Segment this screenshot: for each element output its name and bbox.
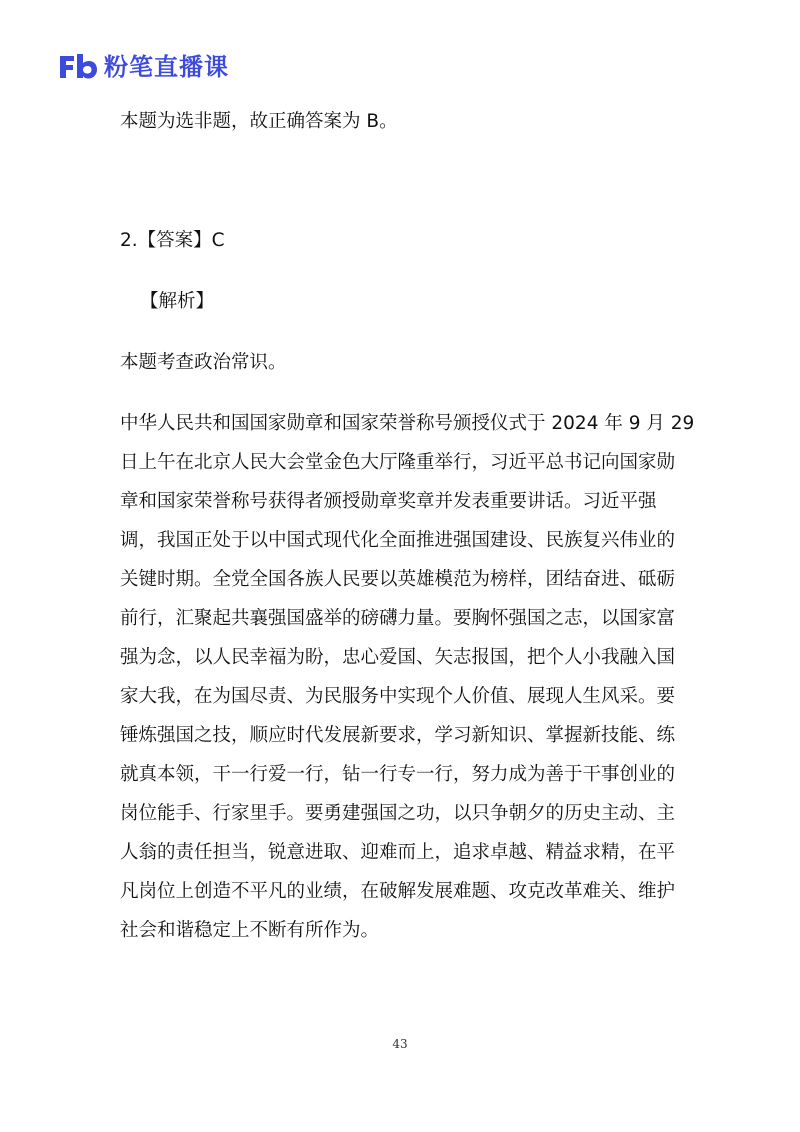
conclusion-line: 本题为选非题，故正确答案为 B。 <box>120 111 398 132</box>
paragraph-line: 就真本领，干一行爱一行，钻一行专一行，努力成为善于干事创业的 <box>120 764 676 785</box>
paragraph-line: 章和国家荣誉称号获得者颁授勋章奖章并发表重要讲话。习近平强 <box>120 491 657 512</box>
analysis-heading: 【解析】 <box>140 291 215 312</box>
analysis-paragraph <box>120 412 695 958</box>
paragraph-line: 家大我，在为国尽责、为民服务中实现个人价值、展现人生风采。要 <box>120 686 676 707</box>
paragraph-line: 日上午在北京人民大会堂金色大厅隆重举行，习近平总书记向国家勋 <box>120 452 676 473</box>
topic-line: 本题考查政治常识。 <box>120 352 287 373</box>
paragraph-line: 凡岗位上创造不平凡的业绩，在破解发展难题、攻克改革难关、维护 <box>120 881 676 902</box>
paragraph-line: 强为念，以人民幸福为盼，忠心爱国、矢志报国，把个人小我融入国 <box>120 647 676 668</box>
fenbi-logo-icon <box>58 52 98 82</box>
paragraph-line: 关键时期。全党全国各族人民要以英雄模范为榜样，团结奋进、砥砺 <box>120 569 676 590</box>
answer-line: 2.【答案】C <box>120 230 225 251</box>
paragraph-line: 调，我国正处于以中国式现代化全面推进强国建设、民族复兴伟业的 <box>120 530 676 551</box>
paragraph-line: 锤炼强国之技，顺应时代发展新要求，学习新知识、掌握新技能、练 <box>120 725 676 746</box>
paragraph-line: 岗位能手、行家里手。要勇建强国之功，以只争朝夕的历史主动、主 <box>120 803 676 824</box>
paragraph-line: 人翁的责任担当，锐意进取、迎难而上，追求卓越、精益求精，在平 <box>120 842 676 863</box>
brand-logo <box>58 50 229 84</box>
paragraph-line: 中华人民共和国国家勋章和国家荣誉称号颁授仪式于 2024 年 9 月 29 <box>120 413 695 434</box>
paragraph-line: 社会和谐稳定上不断有所作为。 <box>120 920 380 941</box>
paragraph-line: 前行，汇聚起共襄强国盛举的磅礴力量。要胸怀强国之志，以国家富 <box>120 608 676 629</box>
logo-text: 粉笔直播课 <box>104 53 229 81</box>
page-number: 43 <box>392 1037 408 1051</box>
